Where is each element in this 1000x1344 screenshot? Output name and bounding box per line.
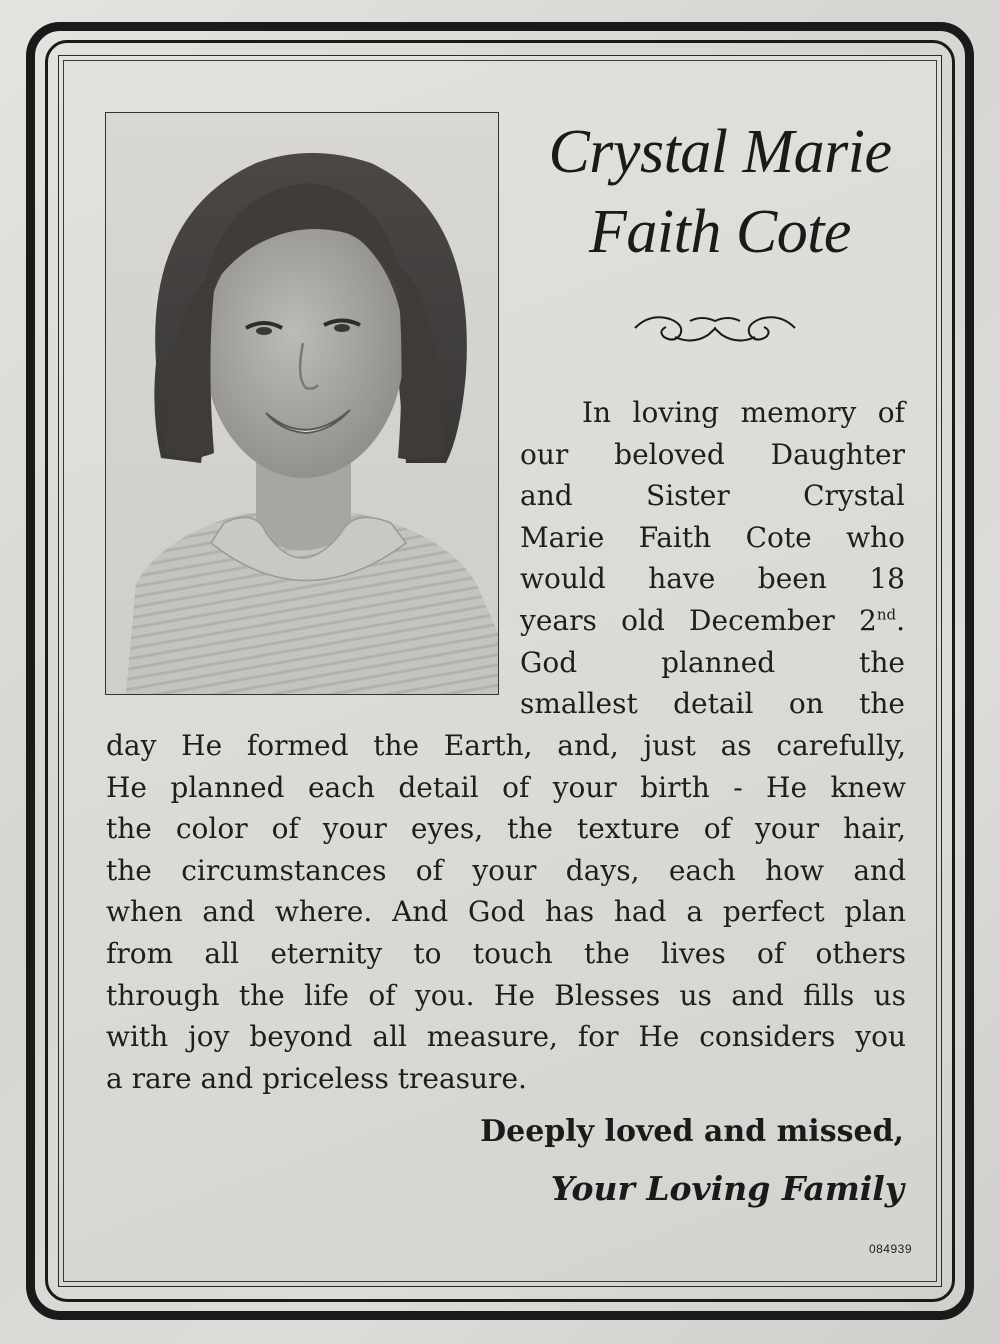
poem-line: the circumstances of your days, each how and xyxy=(106,853,906,887)
body-line: In loving memory of xyxy=(582,396,905,429)
portrait-image xyxy=(106,113,498,694)
ordinal-period: . xyxy=(896,603,905,637)
poem-line: with joy beyond all measure, for He considers you xyxy=(106,1020,906,1054)
body-line: smallest detail on the xyxy=(520,687,905,721)
body-line-birthday xyxy=(520,600,905,642)
body-line: our beloved Daughter xyxy=(520,437,905,471)
name-line-1: Crystal Marie xyxy=(548,118,892,186)
body-line: and Sister Crystal xyxy=(520,479,905,513)
poem-line: day He formed the Earth, and, just as carefully, xyxy=(106,729,906,762)
memorial-photo xyxy=(105,112,499,695)
deceased-name-heading xyxy=(510,112,930,272)
family-signature: Your Loving Family xyxy=(550,1169,904,1208)
poem-line: a rare and priceless treasure. xyxy=(106,1061,527,1095)
poem-line: when and where. And God has had a perfect plan xyxy=(106,895,906,929)
memorial-poem-text xyxy=(106,725,906,1099)
body-line: Marie Faith Cote who xyxy=(520,520,905,554)
name-line-2: Faith Cote xyxy=(589,198,851,266)
intro-text-column xyxy=(520,392,905,725)
poem-line: through the life of you. He Blesses us and fills us xyxy=(106,978,906,1012)
birthday-text: years old December 2 xyxy=(520,603,877,637)
closing-line: Deeply loved and missed, xyxy=(480,1114,904,1149)
poem-line: from all eternity to touch the lives of others xyxy=(106,936,906,970)
body-line: would have been 18 xyxy=(520,562,905,596)
ad-id-number: 084939 xyxy=(868,1242,912,1256)
scroll-ornament-icon xyxy=(630,307,800,349)
poem-line: the color of your eyes, the texture of your hair, xyxy=(106,812,906,846)
poem-line: He planned each detail of your birth - He knew xyxy=(106,770,906,804)
ordinal-suffix: nd xyxy=(876,605,897,624)
body-line: God planned the xyxy=(520,645,905,679)
